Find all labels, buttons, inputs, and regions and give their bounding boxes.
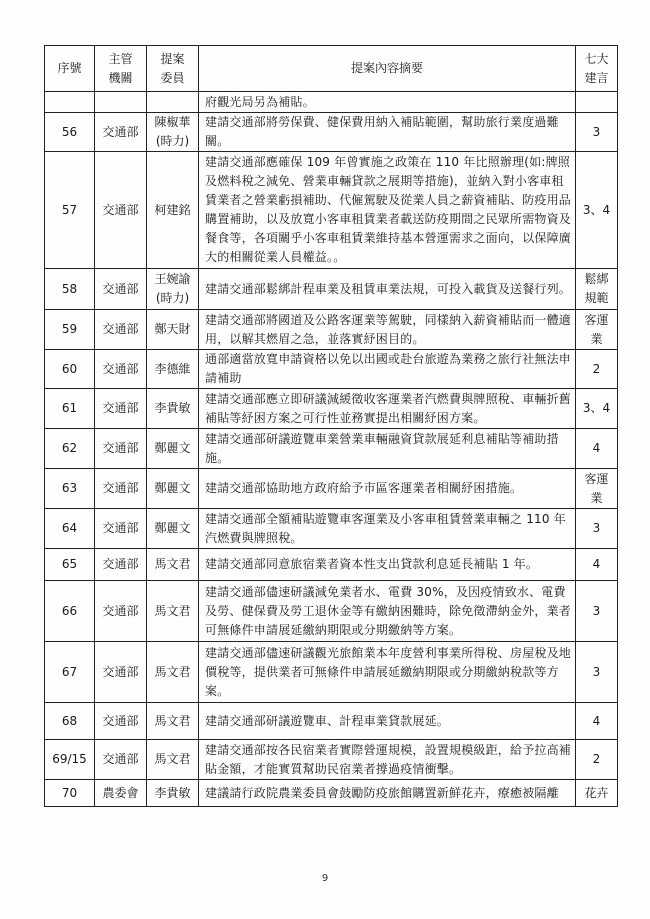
authority-cell: 交通部: [95, 549, 147, 581]
proposal-table: [44, 45, 618, 807]
table-row: [45, 703, 618, 740]
authority-cell: 交通部: [95, 113, 147, 152]
recommendation-cell: 3: [576, 642, 618, 703]
proposer-cell: 馬文君: [147, 642, 199, 703]
recommendation-cell: 4: [576, 703, 618, 740]
recommendation-cell: [576, 92, 618, 113]
proposer-cell: 李德維: [147, 350, 199, 389]
authority-cell: 交通部: [95, 703, 147, 740]
proposer-cell: 馬文君: [147, 581, 199, 642]
summary-cell: 建請交通部研議遊覽車、計程車業貸款展延。: [199, 703, 576, 740]
summary-cell: 建請交通部全額補貼遊覽車客運業及小客車租賃營業車輛之 110 年汽燃費與牌照稅。: [199, 509, 576, 549]
recommendation-cell: 2: [576, 740, 618, 780]
header-proposer: 提案 委員: [147, 46, 199, 92]
serial-number-cell: 69/15: [45, 740, 95, 780]
table-row: [45, 350, 618, 389]
authority-cell: 農委會: [95, 780, 147, 807]
summary-cell: 建請交通部儘速研議觀光旅館業本年度營利事業所得稅、房屋稅及地價稅等，提供業者可無條件申請展延繳納期限或分期繳納稅款等方案。: [199, 642, 576, 703]
serial-number-cell: 56: [45, 113, 95, 152]
authority-cell: 交通部: [95, 152, 147, 269]
summary-cell: 建請交通部研議遊覽車業營業車輛融資貸款展延利息補貼等補助措施。: [199, 429, 576, 469]
authority-cell: 交通部: [95, 269, 147, 310]
summary-cell: 建請交通部同意旅宿業者資本性支出貸款利息延長補貼 1 年。: [199, 549, 576, 581]
proposer-cell: 鄭麗文: [147, 429, 199, 469]
summary-cell: 建請交通部按各民宿業者實際營運規模，設置規模級距，給予拉高補貼金額，才能實質幫助民宿業者撐過疫情衝擊。: [199, 740, 576, 780]
authority-cell: 交通部: [95, 429, 147, 469]
proposer-cell: 馬文君: [147, 549, 199, 581]
table-row: [45, 152, 618, 269]
authority-cell: 交通部: [95, 740, 147, 780]
header-summary: 提案內容摘要: [199, 46, 576, 92]
recommendation-cell: 3、4: [576, 389, 618, 429]
proposer-cell: 鄭麗文: [147, 509, 199, 549]
table-row: [45, 581, 618, 642]
proposer-cell: 李貴敏: [147, 780, 199, 807]
table-row: [45, 740, 618, 780]
table-row: [45, 469, 618, 509]
recommendation-cell: 3: [576, 581, 618, 642]
recommendation-cell: 4: [576, 549, 618, 581]
recommendation-cell: 3、4: [576, 152, 618, 269]
table-row: [45, 509, 618, 549]
proposer-cell: 馬文君: [147, 703, 199, 740]
recommendation-cell: 3: [576, 113, 618, 152]
header-serial-number: 序號: [45, 46, 95, 92]
summary-cell: 建請交通部應確保 109 年曾實施之政策在 110 年比照辦理(如:牌照及燃料稅之減免、營業車輛貸款之展期等措施)，並納入對小客車租賃業者之營業虧損補助、代僱駕駛及從業人員之薪資補貼、防疫用品購置補助，以及放寬小客車租賃業者載送防疫期間之民眾所需物資及餐食等，各項關乎小客車租賃業維持基本營運需求之面向，以保障廣大的相關從業人員權益。。: [199, 152, 576, 269]
proposer-cell: 柯建銘: [147, 152, 199, 269]
header-row: [45, 46, 618, 92]
summary-cell: 建請交通部鬆綁計程車業及租賃車業法規，可投入載貨及送餐行列。: [199, 269, 576, 310]
proposer-cell: 陳椒華 (時力): [147, 113, 199, 152]
serial-number-cell: 57: [45, 152, 95, 269]
serial-number-cell: 66: [45, 581, 95, 642]
summary-cell: 通部適當放寬申請資格以免以出國或赴台旅遊為業務之旅行社無法申請補助: [199, 350, 576, 389]
summary-cell: 建請交通部協助地方政府給予市區客運業者相關紓困措施。: [199, 469, 576, 509]
table-row: [45, 269, 618, 310]
authority-cell: 交通部: [95, 350, 147, 389]
authority-cell: 交通部: [95, 310, 147, 350]
summary-cell: 府觀光局另為補貼。: [199, 92, 576, 113]
summary-cell: 建請交通部將國道及公路客運業等駕駛，同樣納入薪資補貼而一體適用，以解其燃眉之急，並落實紓困目的。: [199, 310, 576, 350]
serial-number-cell: 59: [45, 310, 95, 350]
summary-cell: 建請交通部應立即研議減緩徵收客運業者汽燃費與牌照稅、車輛折舊補貼等紓困方案之可行性並務實提出相關紓困方案。: [199, 389, 576, 429]
header-authority: 主管 機關: [95, 46, 147, 92]
authority-cell: 交通部: [95, 469, 147, 509]
proposer-cell: 鄭天財: [147, 310, 199, 350]
table-row: [45, 92, 618, 113]
authority-cell: 交通部: [95, 509, 147, 549]
serial-number-cell: 61: [45, 389, 95, 429]
table-row: [45, 310, 618, 350]
serial-number-cell: 68: [45, 703, 95, 740]
recommendation-cell: 客運 業: [576, 310, 618, 350]
recommendation-cell: 花卉: [576, 780, 618, 807]
proposer-cell: [147, 92, 199, 113]
recommendation-cell: 鬆綁 規範: [576, 269, 618, 310]
summary-cell: 建議請行政院農業委員會鼓勵防疫旅館購置新鮮花卉，療癒被隔離: [199, 780, 576, 807]
table-row: [45, 549, 618, 581]
table-row: [45, 389, 618, 429]
serial-number-cell: 63: [45, 469, 95, 509]
serial-number-cell: 70: [45, 780, 95, 807]
serial-number-cell: 64: [45, 509, 95, 549]
table-row: [45, 642, 618, 703]
proposer-cell: 王婉諭 (時力): [147, 269, 199, 310]
summary-cell: 建請交通部儘速研議減免業者水、電費 30%，及因疫情致水、電費及勞、健保費及勞工退休金等有繳納困難時，除免徵滯納金外，業者可無條件申請展延繳納期限或分期繳納等方案。: [199, 581, 576, 642]
recommendation-cell: 2: [576, 350, 618, 389]
recommendation-cell: 4: [576, 429, 618, 469]
serial-number-cell: 67: [45, 642, 95, 703]
recommendation-cell: 3: [576, 509, 618, 549]
serial-number-cell: 65: [45, 549, 95, 581]
table-row: [45, 429, 618, 469]
authority-cell: 交通部: [95, 642, 147, 703]
proposer-cell: 鄭麗文: [147, 469, 199, 509]
serial-number-cell: [45, 92, 95, 113]
proposer-cell: 李貴敏: [147, 389, 199, 429]
table-row: [45, 113, 618, 152]
authority-cell: 交通部: [95, 581, 147, 642]
serial-number-cell: 62: [45, 429, 95, 469]
header-recommendation: 七大 建言: [576, 46, 618, 92]
serial-number-cell: 58: [45, 269, 95, 310]
table-row: [45, 780, 618, 807]
authority-cell: [95, 92, 147, 113]
recommendation-cell: 客運 業: [576, 469, 618, 509]
serial-number-cell: 60: [45, 350, 95, 389]
page-number: 9: [321, 873, 329, 884]
proposer-cell: 馬文君: [147, 740, 199, 780]
summary-cell: 建請交通部將勞保費、健保費用納入補貼範圍，幫助旅行業度過難關。: [199, 113, 576, 152]
authority-cell: 交通部: [95, 389, 147, 429]
